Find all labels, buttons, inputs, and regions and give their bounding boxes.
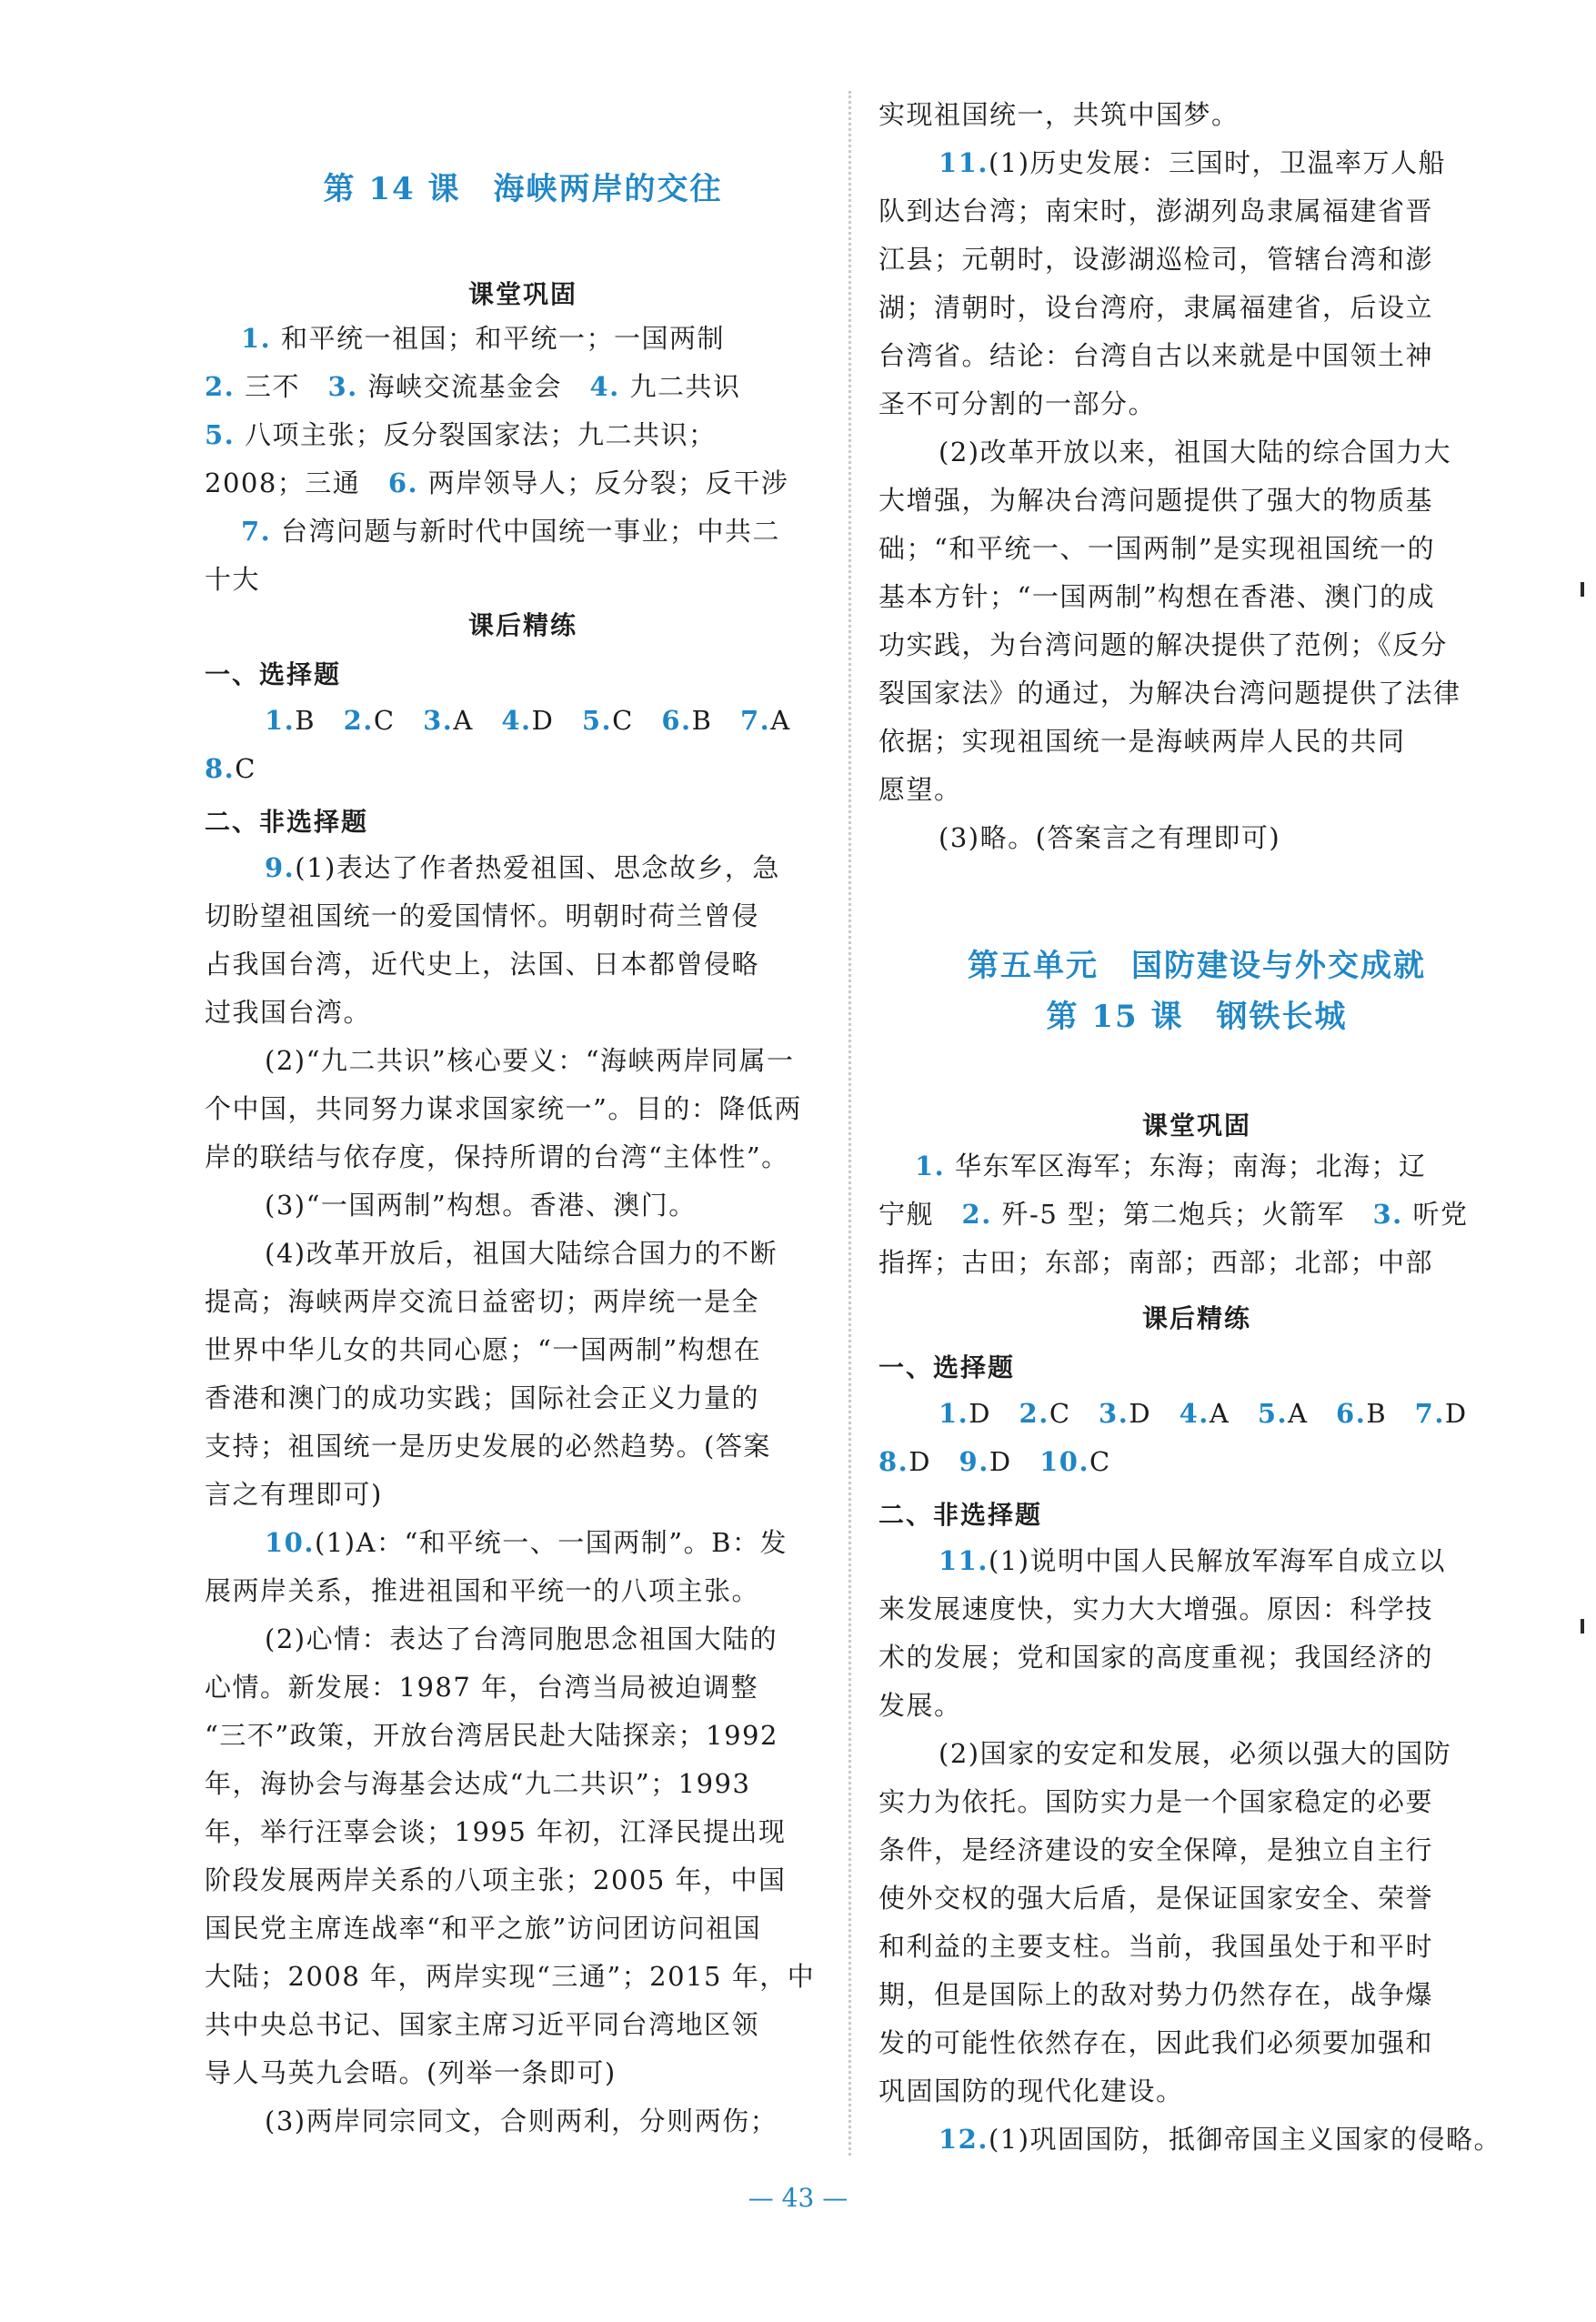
text-line <box>205 1567 841 1615</box>
text-line <box>205 989 841 1037</box>
question-number: 6. <box>387 467 419 498</box>
edge-mark <box>1581 1619 1584 1633</box>
text-line <box>241 315 841 363</box>
answer-text: 圣不可分割的一部分。 <box>878 388 1157 419</box>
answer-text: D <box>1129 1398 1179 1429</box>
text-line <box>878 187 1515 236</box>
answer-text: 条件，是经济建设的安全保障，是独立自主行 <box>878 1834 1434 1865</box>
question-number: 9. <box>959 1446 989 1477</box>
text-line <box>205 1374 841 1422</box>
question-number: 2. <box>961 1199 992 1230</box>
answer-text: 指挥；古田；东部；南部；西部；北部；中部 <box>878 1247 1434 1278</box>
text-line <box>205 1808 841 1856</box>
text-line <box>265 2097 841 2146</box>
answer-text: 巩固国防的现代化建设。 <box>878 2076 1184 2106</box>
answer-text: 岸的联结与依存度，保持所谓的台湾“主体性”。 <box>205 1141 789 1172</box>
text-line <box>878 91 1515 139</box>
text-line <box>265 844 841 892</box>
answer-text: 海峡交流基金会 <box>357 371 590 402</box>
text-line <box>205 1856 841 1905</box>
answer-text: 宁舰 <box>878 1199 962 1230</box>
question-number: 10. <box>1039 1446 1090 1477</box>
answer-text: 心情。新发展：1987 年，台湾当局被迫调整 <box>205 1672 759 1703</box>
text-line <box>878 236 1515 284</box>
text-line <box>878 718 1515 766</box>
text-line <box>205 1422 841 1471</box>
answer-text: C <box>1089 1446 1111 1477</box>
text-line <box>265 1519 841 1567</box>
text-line <box>878 1682 1515 1730</box>
question-number: 9. <box>265 852 296 883</box>
answer-text: 年，海协会与海基会达成“九二共识”；1993 <box>205 1768 751 1799</box>
answer-text: 实现祖国统一，共筑中国梦。 <box>878 99 1240 130</box>
lesson-15-title: 第 15 课 钢铁长城 <box>1046 999 1348 1035</box>
text-line <box>878 1778 1515 1826</box>
answer-text: 愿望。 <box>878 774 962 805</box>
text-line <box>241 508 841 556</box>
answer-text: (1)A：“和平统一、一国两制”。B：发 <box>314 1527 788 1558</box>
answer-text: 占我国台湾，近代史上，法国、日本都曾侵略 <box>205 949 760 980</box>
answer-text: 依据；实现祖国统一是海峡两岸人民的共同 <box>878 726 1406 757</box>
text-line <box>878 1438 1515 1486</box>
answer-text: C <box>1049 1398 1099 1429</box>
text-line <box>878 1191 1515 1239</box>
answer-text: A <box>453 705 502 736</box>
answer-text: C <box>612 705 662 736</box>
text-line <box>878 2067 1515 2116</box>
question-number: 2. <box>205 371 236 402</box>
text-line <box>939 2116 1515 2164</box>
text-line <box>939 1537 1515 1585</box>
text-line <box>878 621 1515 669</box>
text-line <box>205 1471 841 1519</box>
text-line <box>265 1181 841 1230</box>
question-number: 4. <box>1179 1398 1210 1429</box>
text-line <box>878 669 1515 718</box>
answer-text: 台湾省。结论：台湾自古以来就是中国领土神 <box>878 340 1434 371</box>
question-number: 12. <box>939 2124 989 2155</box>
text-line <box>939 814 1515 862</box>
edge-mark <box>1581 582 1584 597</box>
answer-text: 期，但是国际上的敌对势力仍然存在，战争爆 <box>878 1979 1434 2010</box>
text-line <box>878 284 1515 332</box>
answer-text: 国民党主席连战率“和平之旅”访问团访问祖国 <box>205 1913 762 1944</box>
answer-text: 华东军区海军；东海；南海；北海；辽 <box>945 1151 1427 1181</box>
answer-text: 发展。 <box>878 1690 962 1721</box>
text-line <box>878 332 1515 380</box>
answer-text: (2)国家的安定和发展，必须以强大的国防 <box>939 1738 1452 1769</box>
section-class-consolidation: 课堂巩固 <box>467 279 577 309</box>
column-divider <box>848 91 851 2156</box>
question-number: 2. <box>1019 1398 1049 1429</box>
text-line <box>878 1585 1515 1633</box>
answer-text: 导人马英九会晤。(列举一条即可) <box>205 2057 617 2088</box>
answer-text: B <box>295 705 344 736</box>
question-number: 2. <box>343 705 374 736</box>
text-line <box>878 1971 1515 2019</box>
answer-text: A <box>770 705 791 736</box>
answer-text: 世界中华儿女的共同心愿；“一国两制”构想在 <box>205 1334 762 1365</box>
text-line <box>205 1085 841 1133</box>
text-line <box>265 1037 841 1085</box>
text-line <box>878 1875 1515 1923</box>
choice-questions-heading-15: 一、选择题 <box>878 1352 1016 1382</box>
question-number: 3. <box>1372 1199 1403 1230</box>
question-number: 1. <box>939 1398 969 1429</box>
answer-text: (2)改革开放以来，祖国大陆的综合国力大 <box>939 437 1452 467</box>
answer-text: D <box>908 1446 959 1477</box>
text-line <box>205 363 841 411</box>
answer-text: 八项主张；反分裂国家法；九二共识； <box>235 419 717 450</box>
text-line <box>265 1230 841 1278</box>
section-after-class: 课后精练 <box>467 610 577 640</box>
text-line <box>878 477 1515 525</box>
answer-text: D <box>989 1446 1040 1477</box>
text-line <box>878 1923 1515 1971</box>
answer-text: 阶段发展两岸关系的八项主张；2005 年，中国 <box>205 1865 787 1895</box>
answer-text: D <box>531 705 582 736</box>
non-choice-questions-heading-15: 二、非选择题 <box>878 1500 1043 1530</box>
text-line <box>205 1905 841 1953</box>
answer-text: 础；“和平统一、一国两制”是实现祖国统一的 <box>878 533 1436 564</box>
question-number: 4. <box>589 371 620 402</box>
question-number: 11. <box>939 147 989 178</box>
question-number: 7. <box>241 516 272 547</box>
text-line <box>878 1239 1515 1287</box>
section-class-consolidation-15: 课堂巩固 <box>1141 1111 1251 1141</box>
answer-text: 年，举行汪辜会谈；1995 年初，江泽民提出现 <box>205 1816 787 1847</box>
text-line <box>265 1615 841 1664</box>
answer-text: 实力为依托。国防实力是一个国家稳定的必要 <box>878 1786 1434 1817</box>
answer-text: B <box>1366 1398 1415 1429</box>
answer-text: (1)说明中国人民解放军海军自成立以 <box>988 1545 1447 1576</box>
question-number: 1. <box>265 705 296 736</box>
text-line <box>878 766 1515 814</box>
text-line <box>205 2001 841 2049</box>
text-line <box>205 892 841 940</box>
answer-text: 过我国台湾。 <box>205 997 372 1028</box>
page-number: — 43 — <box>748 2183 848 2213</box>
text-line <box>878 525 1515 573</box>
text-line <box>205 745 841 793</box>
text-line <box>205 2049 841 2097</box>
text-line <box>265 697 841 745</box>
question-number: 1. <box>241 323 272 354</box>
answer-text: 江县；元朝时，设澎湖巡检司，管辖台湾和澎 <box>878 244 1434 275</box>
answer-text: 香港和澳门的成功实践；国际社会正义力量的 <box>205 1382 760 1413</box>
question-number: 8. <box>878 1446 909 1477</box>
question-number: 3. <box>1099 1398 1129 1429</box>
text-line <box>878 2019 1515 2067</box>
text-line <box>878 380 1515 428</box>
text-line <box>939 1390 1515 1438</box>
unit-5-title: 第五单元 国防建设与外交成就 <box>968 948 1426 984</box>
answer-text: (3)略。(答案言之有理即可) <box>939 822 1281 853</box>
answer-text: 使外交权的强大后盾，是保证国家安全、荣誉 <box>878 1883 1434 1914</box>
answer-text: 听党 <box>1402 1199 1469 1230</box>
text-line <box>878 573 1515 621</box>
text-line <box>205 1664 841 1712</box>
answer-text: 提高；海峡两岸交流日益密切；两岸统一是全 <box>205 1286 760 1317</box>
answer-text: A <box>1209 1398 1258 1429</box>
answer-text: 功实践，为台湾问题的解决提供了范例；《反分 <box>878 629 1449 660</box>
answer-text: 和平统一祖国；和平统一；一国两制 <box>271 323 726 354</box>
answer-text: 九二共识 <box>619 371 741 402</box>
lesson-14-title: 第 14 课 海峡两岸的交往 <box>323 171 723 207</box>
text-line <box>939 428 1515 477</box>
question-number: 3. <box>423 705 454 736</box>
answer-text: A <box>1288 1398 1337 1429</box>
answer-text: (1)表达了作者热爱祖国、思念故乡，急 <box>295 852 780 883</box>
question-number: 3. <box>327 371 358 402</box>
answer-text: (2)“九二共识”核心要义：“海峡两岸同属一 <box>265 1045 795 1076</box>
question-number: 7. <box>1414 1398 1445 1429</box>
answer-text: 发的可能性依然存在，因此我们必须要加强和 <box>878 2027 1434 2058</box>
answer-text: 共中央总书记、国家主席习近平同台湾地区领 <box>205 2009 760 2040</box>
answer-text: 歼-5 型；第二炮兵；火箭军 <box>991 1199 1373 1230</box>
answer-text: 队到达台湾；南宋时，澎湖列岛隶属福建省晋 <box>878 196 1434 226</box>
answer-text: B <box>691 705 740 736</box>
text-line <box>878 1826 1515 1875</box>
answer-text: 术的发展；党和国家的高度重视；我国经济的 <box>878 1642 1434 1673</box>
answer-text: 两岸领导人；反分裂；反干涉 <box>418 467 789 498</box>
answer-text: D <box>969 1398 1019 1429</box>
non-choice-questions-heading: 二、非选择题 <box>205 807 369 837</box>
text-line <box>205 556 841 604</box>
answer-text: 十大 <box>205 564 261 595</box>
question-number: 8. <box>205 753 236 784</box>
text-line <box>205 1953 841 2001</box>
question-number: 5. <box>581 705 613 736</box>
answer-text: D <box>1444 1398 1468 1429</box>
answer-text: “三不”政策，开放台湾居民赴大陆探亲；1992 <box>205 1720 778 1751</box>
answer-text: 裂国家法》的通过，为解决台湾问题提供了法律 <box>878 678 1461 709</box>
answer-text: 个中国，共同努力谋求国家统一”。目的：降低两 <box>205 1093 802 1124</box>
answer-text: 和利益的主要支柱。当前，我国虽处于和平时 <box>878 1931 1434 1962</box>
answer-text: 展两岸关系，推进祖国和平统一的八项主张。 <box>205 1575 760 1606</box>
answer-text: (3)“一国两制”构想。香港、澳门。 <box>265 1190 697 1221</box>
text-line <box>205 1133 841 1181</box>
answer-text: (3)两岸同宗同文，合则两利，分则两伤； <box>265 2106 778 2136</box>
section-after-class-15: 课后精练 <box>1141 1303 1251 1333</box>
answer-text: (2)心情：表达了台湾同胞思念祖国大陆的 <box>265 1623 778 1654</box>
answer-text: 湖；清朝时，设台湾府，隶属福建省，后设立 <box>878 292 1434 323</box>
choice-questions-heading: 一、选择题 <box>205 659 342 689</box>
text-line <box>205 1278 841 1326</box>
text-line <box>205 1712 841 1760</box>
question-number: 11. <box>939 1545 989 1576</box>
question-number: 6. <box>1336 1398 1367 1429</box>
answer-text: 基本方针；“一国两制”构想在香港、澳门的成 <box>878 581 1436 612</box>
answer-text: 台湾问题与新时代中国统一事业；中共二 <box>271 516 781 547</box>
answer-text: 切盼望祖国统一的爱国情怀。明朝时荷兰曾侵 <box>205 900 760 931</box>
answer-text: 2008；三通 <box>205 467 388 498</box>
text-line <box>939 139 1515 187</box>
text-line <box>205 1760 841 1808</box>
answer-text: 大陆；2008 年，两岸实现“三通”；2015 年，中 <box>205 1961 816 1992</box>
text-line <box>205 459 841 508</box>
text-line <box>939 1730 1515 1778</box>
text-line <box>205 940 841 989</box>
answer-text: C <box>235 753 256 784</box>
answer-text: 支持；祖国统一是历史发展的必然趋势。(答案 <box>205 1431 771 1462</box>
text-line <box>878 1633 1515 1682</box>
question-number: 5. <box>205 419 236 450</box>
answer-text: (1)巩固国防，抵御帝国主义国家的侵略。 <box>988 2124 1502 2155</box>
answer-text: (1)历史发展：三国时，卫温率万人船 <box>988 147 1447 178</box>
text-line <box>915 1142 1515 1191</box>
text-line <box>205 411 841 459</box>
question-number: 6. <box>661 705 692 736</box>
question-number: 10. <box>265 1527 315 1558</box>
answer-text: 言之有理即可) <box>205 1479 383 1510</box>
question-number: 1. <box>915 1151 946 1181</box>
answer-text: (4)改革开放后，祖国大陆综合国力的不断 <box>265 1238 778 1269</box>
question-number: 7. <box>739 705 771 736</box>
answer-text: 大增强，为解决台湾问题提供了强大的物质基 <box>878 485 1434 516</box>
answer-text: 三不 <box>235 371 328 402</box>
text-line <box>205 1326 841 1374</box>
question-number: 4. <box>501 705 532 736</box>
answer-text: C <box>373 705 424 736</box>
question-number: 5. <box>1257 1398 1289 1429</box>
answer-text: 来发展速度快，实力大大增强。原因：科学技 <box>878 1593 1434 1624</box>
